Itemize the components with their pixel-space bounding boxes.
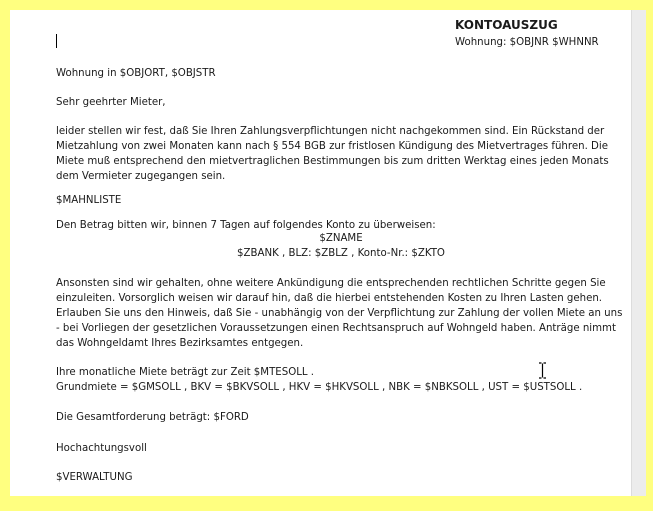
closing-line: Hochachtungsvoll <box>56 443 147 454</box>
rent-breakdown-line: Grundmiete = $GMSOLL , BKV = $BKVSOLL , HKV = $HKVSOLL , NBK = $NBKSOLL , UST = $USTSOLL . <box>56 382 583 393</box>
transfer-request: Den Betrag bitten wir, binnen 7 Tagen auf folgendes Konto zu überweisen: <box>56 220 436 231</box>
body-paragraph-2: Ansonsten sind wir gehalten, ohne weitere Ankündigung die entsprechenden rechtlichen Schritte gegen Sie einzuleiten. Vorsorglich weisen wir darauf hin, daß die hierbei entstehenden Kosten zu Ihren Lasten gehen. Erlauben Sie uns den Hinweis, daß Sie - unabhängig von der Verpflichtung zur Zahlung der vollen Miete an uns - bei Vorliegen der gesetzlichen Voraussetzungen einen Rechtsanspruch auf Wohngeld haben. Anträge nimmt das Wohngeldamt Ihres Bezirksamtes entgegen. <box>56 278 623 349</box>
apartment-reference: Wohnung: $OBJNR $WHNNR <box>455 37 599 48</box>
total-claim-line: Die Gesamtforderung beträgt: $FORD <box>56 412 249 423</box>
mahnliste-placeholder: $MAHNLISTE <box>56 195 122 206</box>
document-title: KONTOAUSZUG <box>455 18 558 32</box>
location-line: Wohnung in $OBJORT, $OBJSTR <box>56 68 216 79</box>
account-details: $ZBANK , BLZ: $ZBLZ , Konto-Nr.: $ZKTO <box>237 248 445 259</box>
body-paragraph-1: leider stellen wir fest, daß Sie Ihren Zahlungsverpflichtungen nicht nachgekommen sind. Ein Rückstand der Mietzahlung von zwei Monaten kann nach § 554 BGB zur fristlosen Kündigung des Mietvertrages führen. Die Miete muß entsprechend den mietvertraglichen Bestimmungen bis zum dritten Werktag eines jeden Monats dem Vermieter zugegangen sein. <box>56 126 609 182</box>
ibeam-cursor-icon <box>538 362 547 379</box>
salutation: Sehr geehrter Mieter, <box>56 97 166 108</box>
monthly-rent-line: Ihre monatliche Miete beträgt zur Zeit $MTESOLL . <box>56 367 315 378</box>
document-page[interactable] <box>10 10 631 496</box>
text-cursor <box>56 34 57 48</box>
signature-line: $VERWALTUNG <box>56 472 133 483</box>
account-name: $ZNAME <box>319 233 363 244</box>
vertical-scrollbar[interactable] <box>631 10 646 496</box>
